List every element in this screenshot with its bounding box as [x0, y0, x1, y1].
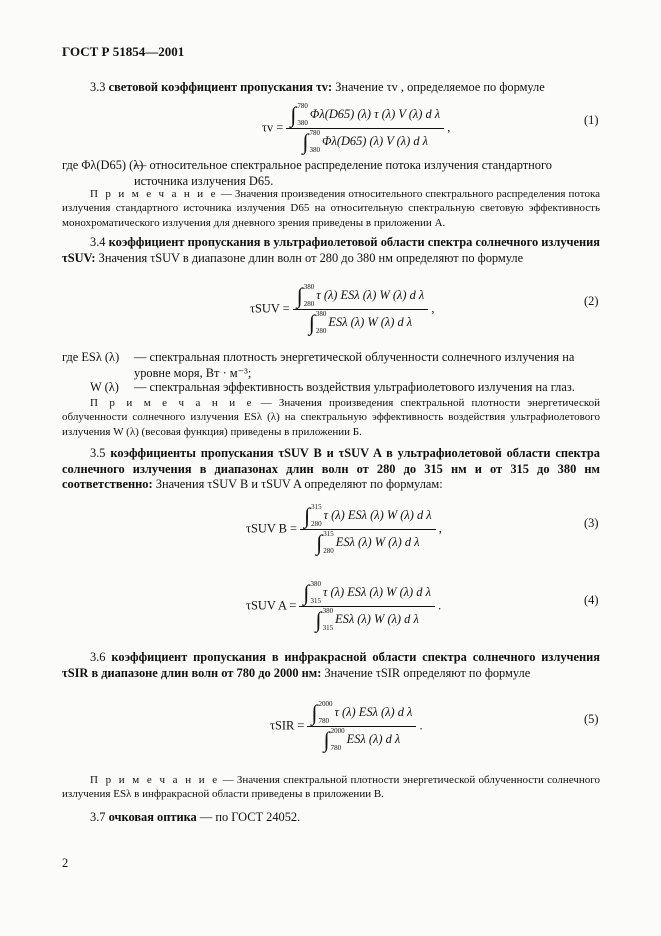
section-number: 3.5	[90, 446, 106, 460]
formula-fraction	[286, 102, 444, 155]
lower-limit: 280	[303, 300, 315, 309]
numerator-expression: τ (λ) ESλ (λ) W (λ) d λ	[323, 508, 432, 523]
note-text: — Значения спектральной плотности энергетической облученности солнечного излучения ESλ в инфракрасной области приведены в приложении В.	[62, 774, 601, 801]
integral-sign: ∫	[308, 310, 315, 335]
numerator-expression: τ (λ) ESλ (λ) d λ	[334, 705, 413, 720]
integral-sign: ∫	[304, 503, 311, 528]
definition-text: — спектральная эффективность воздействия ультрафиолетового излучения на глаз.	[134, 380, 575, 394]
denominator-expression: ESλ (λ) W (λ) d λ	[328, 315, 413, 330]
formula-1	[262, 102, 450, 155]
section-3-4-intro	[62, 235, 600, 266]
denominator	[312, 607, 423, 633]
formula-fraction	[293, 283, 429, 336]
integral-sign: ∫	[311, 700, 318, 725]
integral-sign: ∫	[290, 102, 297, 127]
upper-limit: 380	[322, 607, 334, 615]
intro-text: Значения τSUV B и τSUV A определяют по формулам:	[155, 477, 443, 491]
note-text: — Значения произведения спектральной плотности энергетической облученности солнечного излучения ESλ (λ) на спектральную эффективность воздействия ультрафиолетового излучения W (λ) (весовая функция) приведены в приложении Б.	[62, 397, 601, 438]
intro-text: Значение τSIR определяют по формуле	[324, 665, 531, 680]
section-number: 3.6	[90, 650, 106, 664]
integral-sign: ∫	[323, 727, 330, 752]
formula-lhs: τSUV =	[250, 301, 290, 316]
lower-limit: 280	[315, 327, 327, 336]
upper-limit: 780	[309, 129, 321, 137]
definition-label: где ESλ (λ)	[62, 350, 120, 364]
numerator	[307, 700, 416, 726]
formula-punctuation: .	[419, 718, 423, 733]
intro-text: Значение τv , определяемое по формуле	[335, 80, 545, 94]
numerator	[300, 503, 436, 529]
formula-fraction	[299, 580, 435, 633]
definition-es	[62, 350, 602, 384]
formula-2	[250, 283, 435, 336]
lower-limit: 380	[297, 119, 308, 128]
equation-number-4: (4)	[584, 593, 599, 607]
equation-number-3: (3)	[584, 516, 599, 530]
numerator	[299, 580, 435, 606]
lower-limit: 280	[323, 547, 334, 556]
lower-limit: 380	[309, 146, 321, 155]
formula-4	[246, 580, 441, 633]
numerator-expression: τ (λ) ESλ (λ) W (λ) d λ	[322, 585, 431, 600]
upper-limit: 380	[315, 310, 327, 318]
section-number: 3.4	[90, 235, 106, 249]
integral-sign: ∫	[296, 283, 303, 308]
term: световой коэффициент пропускания τv:	[108, 80, 333, 94]
definition-label: W (λ)	[90, 380, 119, 394]
formula-punctuation: ,	[438, 521, 442, 536]
denominator	[305, 310, 416, 336]
denominator	[312, 530, 423, 556]
section-number: 3.3	[90, 80, 106, 94]
formula-lhs: τSUV B =	[246, 521, 297, 536]
denominator-expression: ESλ (λ) d λ	[346, 732, 401, 747]
lower-limit: 315	[310, 597, 321, 606]
formula-lhs: τSUV A =	[246, 598, 297, 613]
note-label: П р и м е ч а н и е	[90, 397, 254, 409]
upper-limit: 315	[323, 530, 334, 538]
note-3-3	[62, 187, 600, 230]
equation-number-2: (2)	[584, 294, 599, 308]
upper-limit: 315	[311, 503, 322, 511]
upper-limit: 380	[310, 580, 321, 588]
definition-text: — относительное спектральное распределение потока излучения стандартного источника излучения D65.	[134, 158, 552, 188]
section-3-7	[62, 810, 600, 826]
equation-number-1: (1)	[584, 113, 599, 127]
denominator	[320, 727, 405, 753]
upper-limit: 380	[303, 283, 315, 291]
definition-label: где Φλ(D65) (λ)	[62, 158, 144, 172]
term: очковая оптика	[108, 810, 197, 824]
integral-sign: ∫	[303, 580, 310, 605]
intro-text: Значения τSUV в диапазоне длин волн от 280 до 380 нм определяют по формуле	[98, 250, 524, 265]
definition-text: — по ГОСТ 24052.	[199, 810, 301, 824]
page-number: 2	[62, 856, 69, 870]
integral-sign: ∫	[315, 607, 322, 632]
term: коэффициент пропускания в инфракрасной области спектра солнечного излучения τSIR в диапазоне длин волн от 780 до 2000 нм:	[62, 650, 600, 680]
formula-lhs: τv =	[262, 120, 284, 135]
formula-fraction	[300, 503, 436, 556]
section-3-6-intro	[62, 650, 600, 681]
lower-limit: 780	[330, 744, 342, 753]
denominator-expression: ESλ (λ) W (λ) d λ	[335, 535, 420, 550]
note-text: — Значения произведения относительного спектрального распределения потока излучения стандартного источника излучения D65 на относительную спектральную световую эффективность монохроматического излучения для дневного зрения приведены в приложении А.	[62, 188, 601, 229]
equation-number-5: (5)	[584, 712, 599, 726]
denominator-expression: ESλ (λ) W (λ) d λ	[335, 612, 419, 627]
section-3-5-intro	[62, 446, 600, 493]
integral-sign: ∫	[302, 129, 309, 154]
upper-limit: 2000	[330, 727, 345, 735]
lower-limit: 280	[311, 520, 322, 529]
upper-limit: 780	[297, 102, 308, 110]
formula-fraction	[307, 700, 416, 753]
numerator	[293, 283, 429, 309]
formula-lhs: τSIR =	[270, 718, 305, 733]
numerator-expression: Φλ(D65) (λ) τ (λ) V (λ) d λ	[309, 107, 441, 122]
lower-limit: 780	[318, 717, 329, 726]
formula-punctuation: ,	[447, 120, 451, 135]
note-3-4	[62, 396, 600, 439]
numerator	[286, 102, 444, 128]
term: коэффициент пропускания в ультрафиолетовой области спектра солнечного излучения τSUV:	[62, 235, 600, 265]
denominator-expression: Φλ(D65) (λ) V (λ) d λ	[322, 134, 429, 149]
section-3-3-intro	[62, 80, 600, 96]
integral-sign: ∫	[316, 530, 323, 555]
note-3-6	[62, 773, 600, 802]
formula-5	[270, 700, 423, 753]
section-number: 3.7	[90, 810, 106, 824]
document-header: ГОСТ Р 51854—2001	[62, 44, 185, 59]
note-label: П р и м е ч а н и е	[90, 774, 220, 786]
formula-punctuation: .	[438, 598, 442, 613]
formula-punctuation: ,	[431, 301, 435, 316]
definition-text: — спектральная плотность энергетической облученности солнечного излучения на уровне моря, Вт · м⁻³;	[134, 350, 575, 380]
lower-limit: 315	[322, 624, 334, 633]
formula-3	[246, 503, 442, 556]
denominator	[299, 129, 433, 155]
numerator-expression: τ (λ) ESλ (λ) W (λ) d λ	[316, 288, 425, 303]
term: коэффициенты пропускания τSUV B и τSUV A в ультрафиолетовой области спектра солнечного излучения в диапазонах длин волн от 280 до 315 нм и от 315 до 380 нм соответственно:	[62, 446, 600, 491]
note-label: П р и м е ч а н и е	[90, 188, 218, 200]
upper-limit: 2000	[318, 700, 333, 708]
